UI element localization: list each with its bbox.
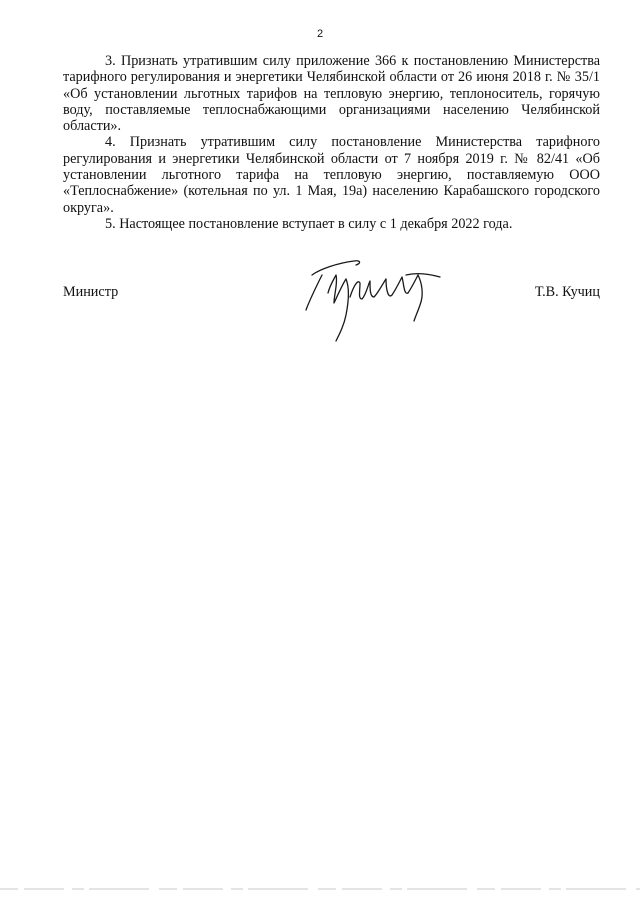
paragraph-3: 3. Признать утратившим силу приложение 366 к постановлению Министерства тарифного регулирования и энергетики Челябинской области от 26 июня 2018 г. № 35/1 «Об установлении льготных тарифов на тепловую энергию, теплоноситель, горячую воду, поставляемые теплоснабжающими организациями населению Челябинской области». <box>63 53 600 135</box>
paragraph-5: 5. Настоящее постановление вступает в силу с 1 декабря 2022 года. <box>105 215 513 232</box>
scan-edge-dashes <box>0 888 640 890</box>
position-title: Министр <box>63 284 119 300</box>
document-body <box>63 53 600 232</box>
page-number: 2 <box>316 28 324 40</box>
signer-name: Т.В. Кучиц <box>534 284 600 300</box>
paragraph-4: 4. Признать утратившим силу постановление Министерства тарифного регулирования и энергетики Челябинской области от 7 ноября 2019 г. № 82/41 «Об установлении льготного тарифа на тепловую энергию, поставляемую ООО «Теплоснабжение» (котельная по ул. 1 Мая, 19а) населению Карабашского городского округа». <box>63 134 600 216</box>
handwritten-signature <box>290 255 450 345</box>
